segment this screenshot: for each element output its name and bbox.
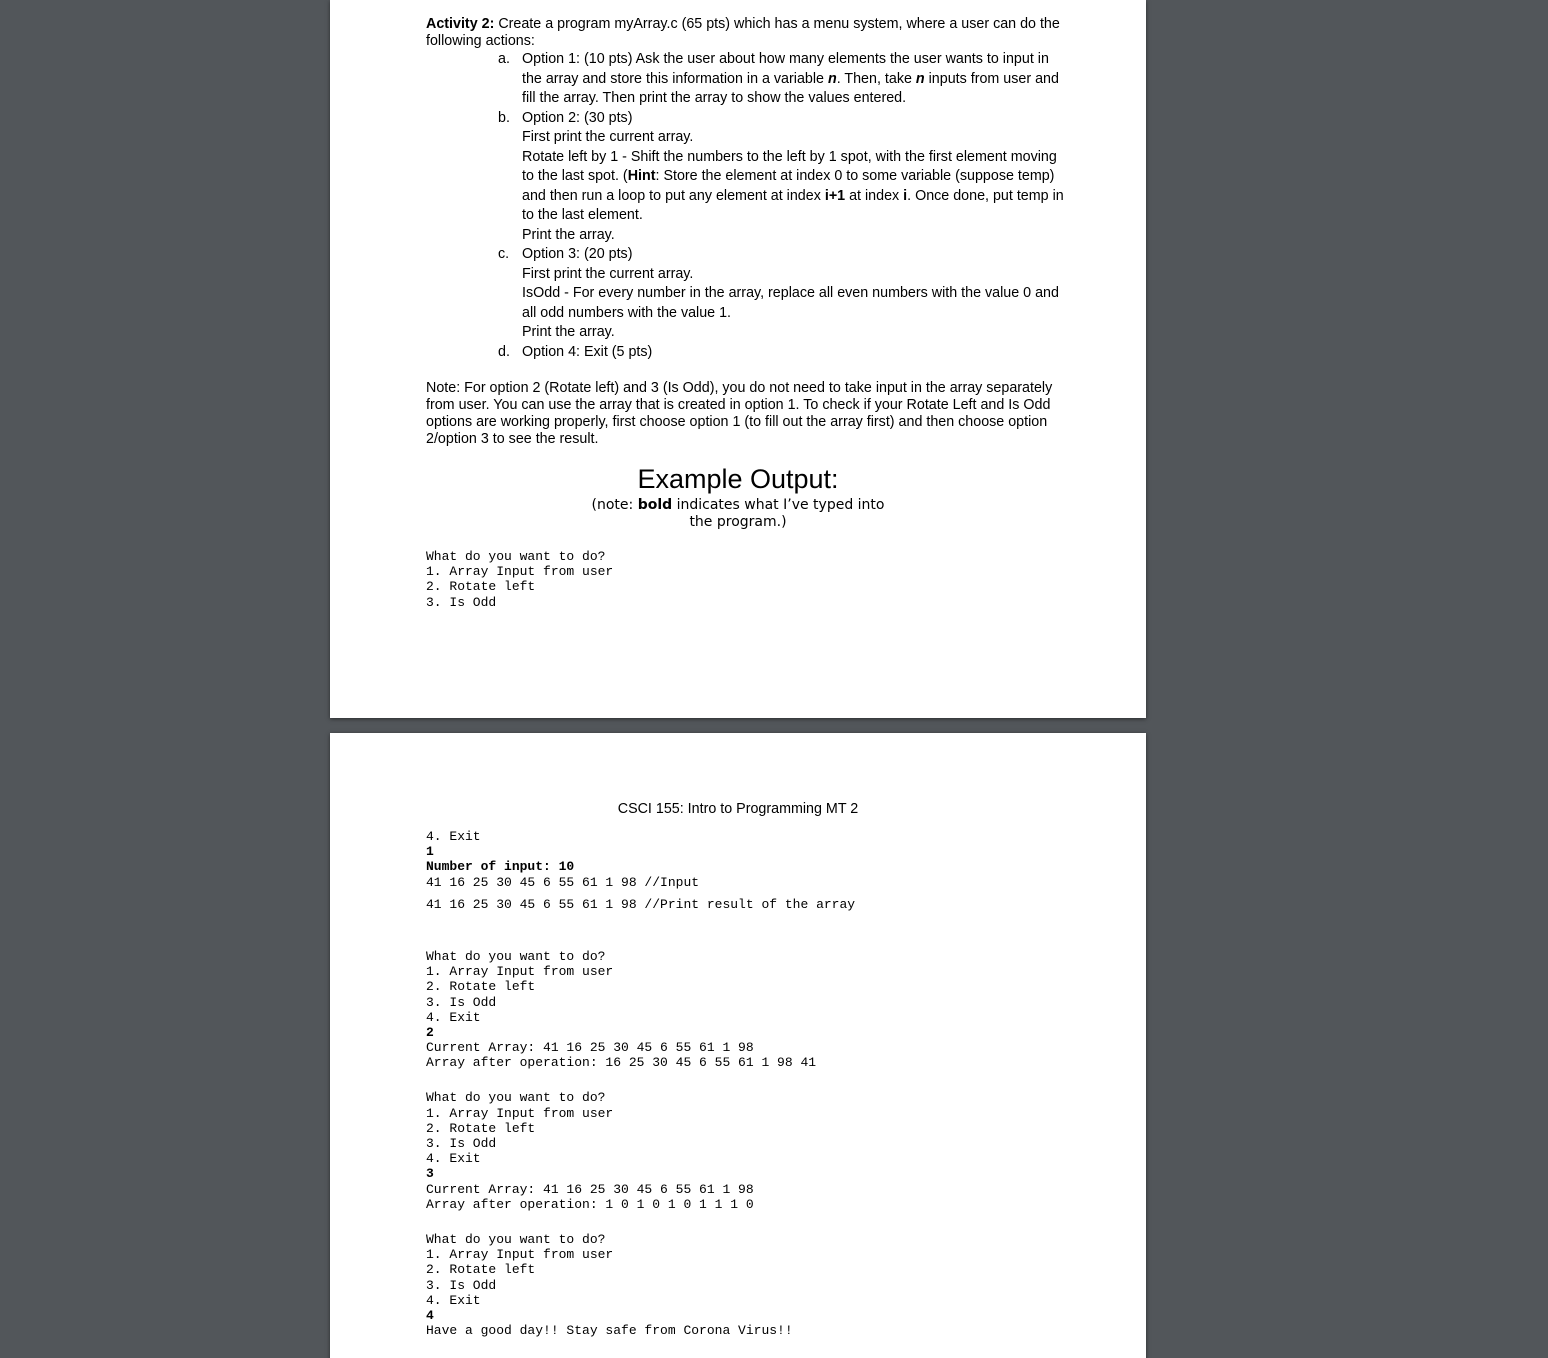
option-item (426, 109, 1066, 246)
option-text: Print the array. (522, 226, 615, 243)
option-item (426, 343, 1066, 363)
option-text: i (903, 187, 908, 204)
option-marker: a. (498, 51, 510, 67)
activity-intro (426, 16, 1066, 50)
terminal-line: Array after operation: 16 25 30 45 6 55 61 1 98 41 (426, 1055, 817, 1071)
terminal-output-page-1 (426, 549, 613, 610)
terminal-line: 41 16 25 30 45 6 55 61 1 98 //Print result of the array (426, 896, 856, 912)
example-output-note (578, 497, 898, 531)
option-text: Option 4: Exit (5 pts) (522, 343, 653, 360)
terminal-line: 3. Is Odd (426, 1136, 497, 1151)
option-item (426, 50, 1066, 109)
terminal-line: 4. Exit (426, 829, 481, 844)
terminal-user-input: 3 (426, 1166, 434, 1182)
page-header: CSCI 155: Intro to Programming MT 2 (617, 801, 859, 817)
option-line (522, 284, 1066, 323)
terminal-line: What do you want to do? (426, 948, 606, 964)
option-text: i+1 (824, 187, 846, 204)
pdf-page-1 (330, 0, 1146, 718)
option-line (522, 148, 1066, 226)
terminal-line: 3. Is Odd (426, 994, 497, 1010)
example-note-prefix: (note: (591, 497, 638, 513)
example-output-heading: Example Output: (637, 464, 839, 494)
activity-title: Activity 2: (426, 16, 495, 32)
option-text: at index (845, 187, 904, 204)
option-line (522, 109, 1066, 129)
terminal-line: 2. Rotate left (426, 579, 536, 595)
pdf-page-2 (330, 733, 1146, 1358)
option-text: : Store the element at index 0 to some variable (suppose temp) and then run a loop to put any element at index (522, 168, 1055, 204)
terminal-line: 3. Is Odd (426, 594, 497, 610)
option-line (522, 323, 1066, 343)
option-text: First print the current array. (522, 265, 694, 282)
terminal-line: 41 16 25 30 45 6 55 61 1 98 //Input (426, 874, 700, 890)
terminal-output-page-2 (426, 829, 855, 1338)
terminal-line: 4. Exit (426, 1009, 481, 1025)
terminal-line: 2. Rotate left (426, 979, 536, 995)
option-text: . Then, take (836, 70, 916, 87)
terminal-line: 4. Exit (426, 1292, 481, 1308)
terminal-line: What do you want to do? (426, 1231, 606, 1247)
terminal-line: 2. Rotate left (426, 1120, 536, 1136)
terminal-line: 3. Is Odd (426, 1277, 497, 1293)
activity-description: Create a program myArray.c (65 pts) which has a menu system, where a user can do the following actions: (426, 16, 1060, 49)
option-text: Option 3: (20 pts) (522, 246, 633, 262)
option-line (522, 343, 1066, 363)
terminal-line: Current Array: 41 16 25 30 45 6 55 61 1 98 (426, 1040, 754, 1056)
option-list (426, 50, 1066, 362)
option-text: Option 1: (10 pts) Ask the user about how many elements the user wants to input in the array and store this information in a variable (522, 51, 1049, 87)
terminal-line: 1. Array Input from user (426, 564, 614, 580)
terminal-line: Current Array: 41 16 25 30 45 6 55 61 1 98 (426, 1181, 754, 1197)
terminal-line: What do you want to do? (426, 1090, 606, 1106)
option-marker: b. (498, 109, 510, 126)
option-text: Option 2: (30 pts) (522, 109, 633, 126)
option-text: . Once done, put temp in to the last element. (522, 187, 1064, 223)
option-text: IsOdd - For every number in the array, replace all even numbers with the value 0 and all odd numbers with the value 1. (522, 285, 1059, 321)
terminal-user-input: Number of input: 10 (426, 859, 575, 875)
option-text: First print the current array. (522, 129, 694, 145)
note-paragraph: Note: For option 2 (Rotate left) and 3 (Is Odd), you do not need to take input in the array separately from user. You can use the array that is created in option 1. To check if your Rotate Left and Is Odd options are working properly, first choose option 1 (to fill out the array first) and then choose option 2/option 3 to see the result. (426, 380, 1053, 447)
example-note-suffix: indicates what I’ve typed into the program.) (672, 497, 885, 530)
option-marker: d. (498, 343, 510, 360)
terminal-spacer (426, 1070, 855, 1090)
terminal-line: 1. Array Input from user (426, 1105, 614, 1121)
option-line (522, 128, 1066, 148)
terminal-line: Have a good day!! Stay safe from Corona Virus!! (426, 1323, 793, 1339)
option-text: Rotate left by 1 - Shift the numbers to the left by 1 spot, with the first element moving to the last spot. ( (522, 148, 1057, 184)
option-line (522, 50, 1066, 109)
terminal-line: What do you want to do? (426, 549, 606, 564)
terminal-spacer (426, 912, 855, 949)
example-note-bold: bold (637, 497, 673, 513)
option-line (522, 245, 1066, 265)
option-text: inputs from user and fill the array. Then print the array to show the values entered. (522, 70, 1059, 106)
terminal-line: 2. Rotate left (426, 1262, 536, 1278)
option-text: Hint (627, 168, 656, 184)
option-marker: c. (498, 246, 510, 262)
terminal-user-input: 2 (426, 1024, 434, 1040)
terminal-spacer (426, 890, 855, 897)
terminal-user-input: 1 (426, 844, 434, 860)
option-text: n (915, 70, 925, 87)
terminal-line: 1. Array Input from user (426, 964, 614, 980)
terminal-user-input: 4 (426, 1307, 434, 1323)
option-text: n (827, 70, 837, 87)
option-line (522, 265, 1066, 285)
terminal-line: 1. Array Input from user (426, 1247, 614, 1263)
terminal-spacer (426, 1212, 855, 1232)
terminal-line: Array after operation: 1 0 1 0 1 0 1 1 1 0 (426, 1196, 754, 1212)
option-item (426, 245, 1066, 343)
option-text: Print the array. (522, 324, 615, 340)
terminal-line: 4. Exit (426, 1151, 481, 1167)
option-line (522, 226, 1066, 246)
